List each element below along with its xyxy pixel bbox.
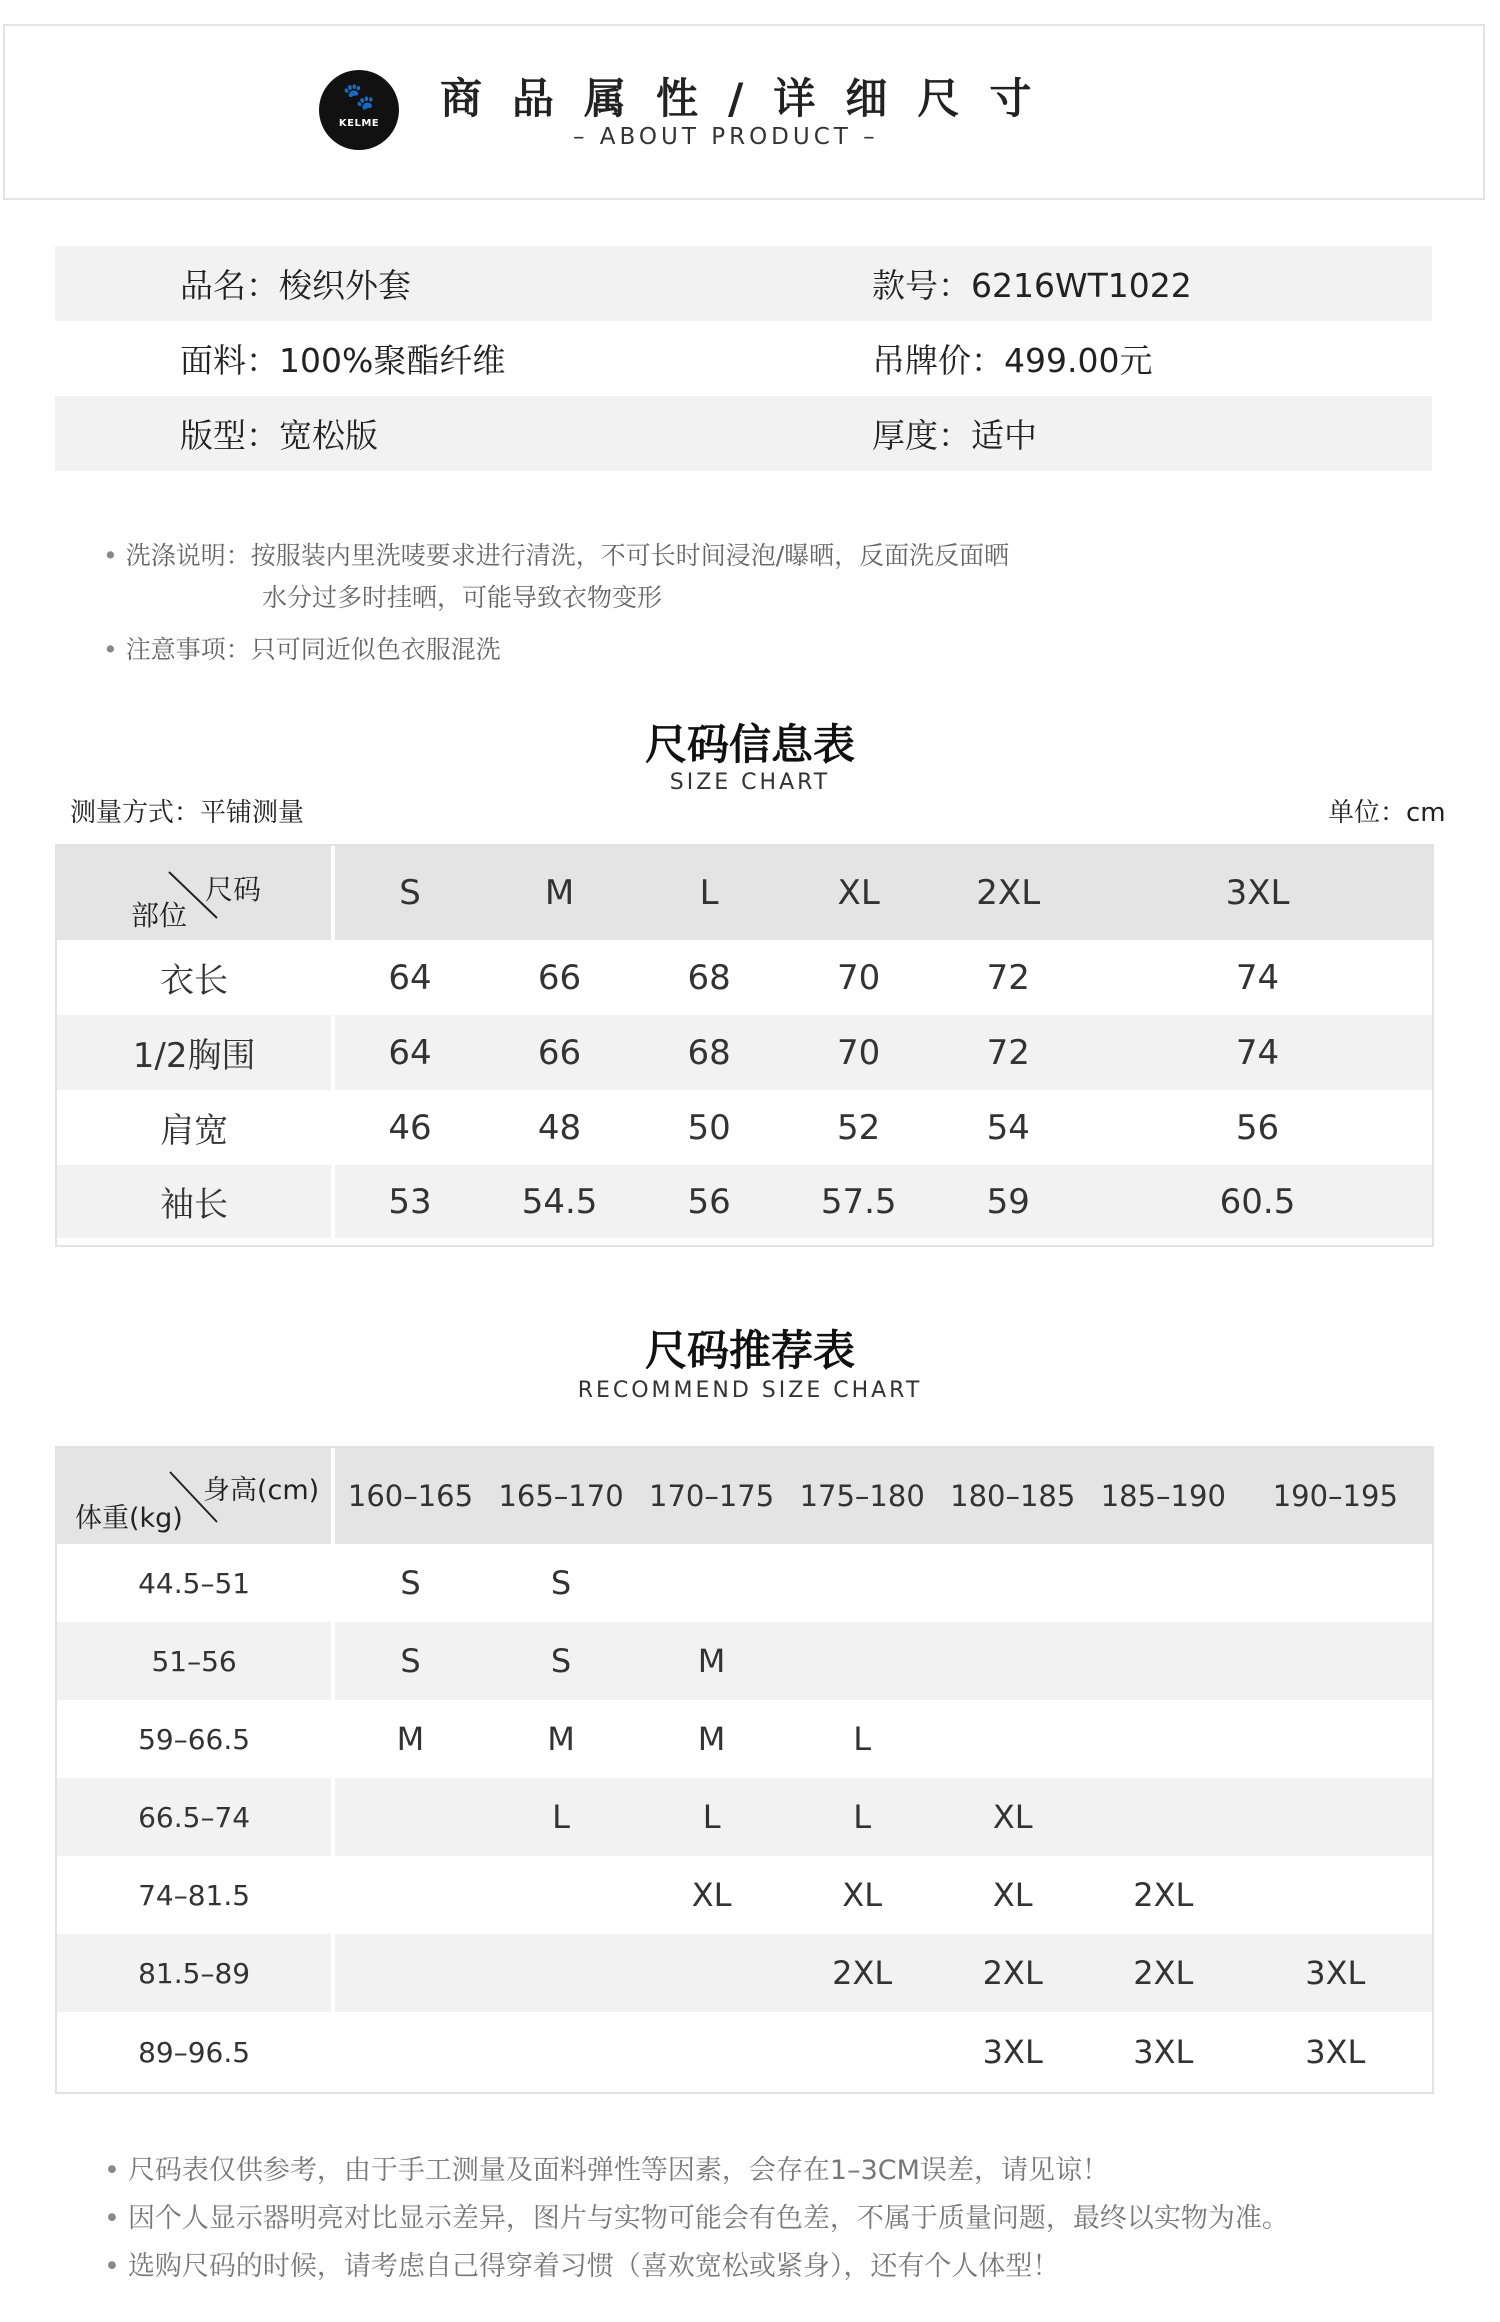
recommend-size-cell [335,1934,486,2012]
bullet-icon: • [103,635,118,664]
height-header-cell: 190–195 [1272,1479,1398,1513]
size-value-cell: 66 [537,1032,582,1073]
size-value-cell: 64 [388,1032,432,1073]
size-value-cell: 70 [837,1032,881,1073]
recommend-size-cell: S [400,1642,421,1680]
footnote-text: 因个人显示器明亮对比显示差异，图片与实物可能会有色差，不属于质量问题，最终以实物为准。 [127,2203,1289,2234]
footnote [104,2148,1109,2187]
table-row [57,1544,1432,1622]
recommend-size-cell [937,1622,1088,1700]
size-value-cell: 56 [687,1181,731,1222]
recommend-size-cell: L [702,1798,721,1836]
bullet-icon: • [104,2155,120,2186]
height-header-cell: 180–185 [950,1479,1076,1513]
attribute-fit: 版型：宽松版 [180,416,378,455]
measure-method: 测量方式：平铺测量 [70,798,305,828]
size-header-cell: L [699,873,719,913]
height-header-cell: 185–190 [1100,1479,1226,1513]
attribute-name: 品名：梭织外套 [180,266,411,305]
brand-logo [319,70,399,150]
attention-note [103,630,501,666]
recommend-size-cell: 2XL [832,1954,893,1992]
attribute-row [55,396,1432,471]
size-header-cell: S [399,873,421,913]
recommend-size-cell: XL [992,1876,1033,1914]
table-row [57,1165,1432,1238]
size-value-cell: 54 [986,1107,1030,1148]
recommend-size-cell: XL [842,1876,883,1914]
recommend-size-cell [636,1544,787,1622]
wash-note-text: 洗涤说明：按服装内里洗唛要求进行清洗，不可长时间浸泡/曝晒，反面洗反面晒 [125,541,1010,570]
recommend-size-cell: XL [691,1876,732,1914]
attribute-table [55,246,1432,471]
recommend-chart-title: 尺码推荐表 [644,1326,855,1375]
size-value-cell: 70 [837,957,881,998]
recommend-chart-subtitle: RECOMMEND SIZE CHART [577,1378,923,1403]
attribute-row [55,246,1432,321]
recommend-size-cell [787,2012,938,2092]
logo-text: KELME [338,118,380,129]
recommend-size-cell: L [853,1798,872,1836]
size-value-cell: 60.5 [1219,1181,1296,1222]
size-value-cell: 52 [837,1107,881,1148]
recommend-size-cell: M [697,1642,726,1680]
recommend-size-cell: M [396,1720,425,1758]
size-header-cell: M [544,873,575,913]
size-header-cell: 3XL [1225,873,1290,913]
recommend-size-cell [1239,1778,1432,1856]
recommend-size-cell [636,1934,787,2012]
size-value-cell: 50 [687,1107,731,1148]
corner-part-label: 部位 [131,899,188,932]
recommend-size-cell [937,1700,1088,1778]
recommend-size-cell [787,1622,938,1700]
size-value-cell: 59 [986,1181,1030,1222]
bullet-icon: • [104,2203,120,2234]
recommend-size-cell [1239,1544,1432,1622]
wash-note [103,536,1009,572]
recommend-size-cell [1088,1700,1239,1778]
recommend-size-cell [1239,1856,1432,1934]
size-chart-subtitle: SIZE CHART [669,770,831,795]
corner-weight-label: 体重(kg) [75,1503,183,1534]
attribute-style-no: 款号：6216WT1022 [872,266,1192,305]
weight-label: 44.5–51 [57,1544,335,1622]
part-label: 袖长 [57,1165,335,1238]
size-value-cell: 48 [537,1107,582,1148]
table-row [57,1090,1432,1165]
table-row [57,940,1432,1015]
table-row [57,1622,1432,1700]
page-subtitle: – ABOUT PRODUCT – [573,124,879,150]
recommend-size-cell: 3XL [1305,1954,1366,1992]
recommend-size-cell: 3XL [982,2033,1043,2071]
recommend-size-cell: XL [992,1798,1033,1836]
footnote-text: 尺码表仅供参考，由于手工测量及面料弹性等因素，会存在1–3CM误差，请见谅！ [127,2155,1109,2186]
bullet-icon: • [103,541,118,570]
size-value-cell: 72 [986,957,1030,998]
size-value-cell: 46 [388,1107,432,1148]
table-row [57,1934,1432,2012]
bullet-icon: • [104,2251,120,2282]
recommend-table-header [57,1448,1432,1544]
recommend-size-cell [335,1778,486,1856]
attribute-price: 吊牌价：499.00元 [872,341,1153,380]
size-value-cell: 74 [1235,957,1280,998]
size-value-cell: 68 [687,1032,731,1073]
recommend-size-cell [486,1934,637,2012]
table-row [57,1778,1432,1856]
recommend-size-cell [1239,1622,1432,1700]
part-label: 1/2胸围 [57,1015,335,1090]
recommend-table [55,1446,1434,2094]
size-value-cell: 74 [1235,1032,1280,1073]
size-table-header [57,846,1432,940]
recommend-size-cell: S [400,1564,421,1602]
size-value-cell: 57.5 [820,1181,897,1222]
recommend-size-cell [636,2012,787,2092]
attribute-thickness: 厚度：适中 [872,416,1037,455]
footnote-text: 选购尺码的时候，请考虑自己得穿着习惯（喜欢宽松或紧身），还有个人体型！ [127,2251,1060,2282]
table-row [57,1700,1432,1778]
size-value-cell: 66 [537,957,582,998]
weight-label: 59–66.5 [57,1700,335,1778]
part-label: 衣长 [57,940,335,1015]
height-header-cell: 160–165 [347,1479,474,1513]
size-value-cell: 72 [986,1032,1030,1073]
corner-height-label: 身高(cm) [203,1475,320,1506]
recommend-size-cell [1239,1700,1432,1778]
recommend-size-cell: 2XL [1133,1954,1194,1992]
recommend-size-cell [486,1856,637,1934]
footnote [104,2244,1059,2283]
part-label: 肩宽 [57,1090,335,1165]
recommend-size-cell [486,2012,637,2092]
size-chart-title: 尺码信息表 [644,720,855,769]
recommend-size-cell [335,2012,486,2092]
recommend-size-cell: 3XL [1133,2033,1194,2071]
recommend-size-cell: 2XL [982,1954,1043,1992]
size-value-cell: 64 [388,957,432,998]
recommend-size-cell [787,1544,938,1622]
size-value-cell: 53 [388,1181,432,1222]
recommend-size-cell [1088,1544,1239,1622]
weight-label: 81.5–89 [57,1934,335,2012]
table-row [57,2012,1432,2092]
size-header-cell: XL [837,873,880,913]
weight-label: 66.5–74 [57,1778,335,1856]
page-title: 商品属性/详细尺寸 [440,74,1062,123]
size-value-cell: 68 [687,957,731,998]
recommend-size-cell: M [547,1720,575,1758]
weight-label: 51–56 [57,1622,335,1700]
recommend-size-cell: L [552,1798,570,1836]
weight-label: 89–96.5 [57,2012,335,2092]
recommend-table-corner [57,1448,335,1544]
attention-note-text: 注意事项：只可同近似色衣服混洗 [125,635,501,664]
footnote [104,2196,1289,2235]
recommend-size-cell: 3XL [1305,2033,1366,2071]
wash-note-line2: 水分过多时挂晒，可能导致衣物变形 [262,583,663,612]
height-header-cell: 170–175 [649,1479,775,1513]
size-table-corner [57,846,335,940]
recommend-size-cell: 2XL [1133,1876,1194,1914]
size-value-cell: 56 [1235,1107,1280,1148]
weight-label: 74–81.5 [57,1856,335,1934]
recommend-size-cell [335,1856,486,1934]
recommend-size-cell: L [853,1720,872,1758]
recommend-size-cell [1088,1622,1239,1700]
height-header-cell: 165–170 [498,1479,624,1513]
recommend-size-cell: M [697,1720,726,1758]
recommend-size-cell [937,1544,1088,1622]
size-value-cell: 54.5 [521,1181,598,1222]
height-header-cell: 175–180 [799,1479,925,1513]
table-row [57,1015,1432,1090]
attribute-row [55,321,1432,396]
recommend-size-cell [1088,1778,1239,1856]
unit-label: 单位：cm [1328,798,1446,828]
table-row [57,1856,1432,1934]
size-header-cell: 2XL [976,873,1041,913]
paw-icon: 🐾 [342,82,376,112]
recommend-size-cell: S [550,1642,572,1680]
recommend-size-cell: S [550,1564,572,1602]
size-table [55,844,1434,1247]
attribute-fabric: 面料：100%聚酯纤维 [180,341,506,380]
corner-size-label: 尺码 [205,873,262,906]
